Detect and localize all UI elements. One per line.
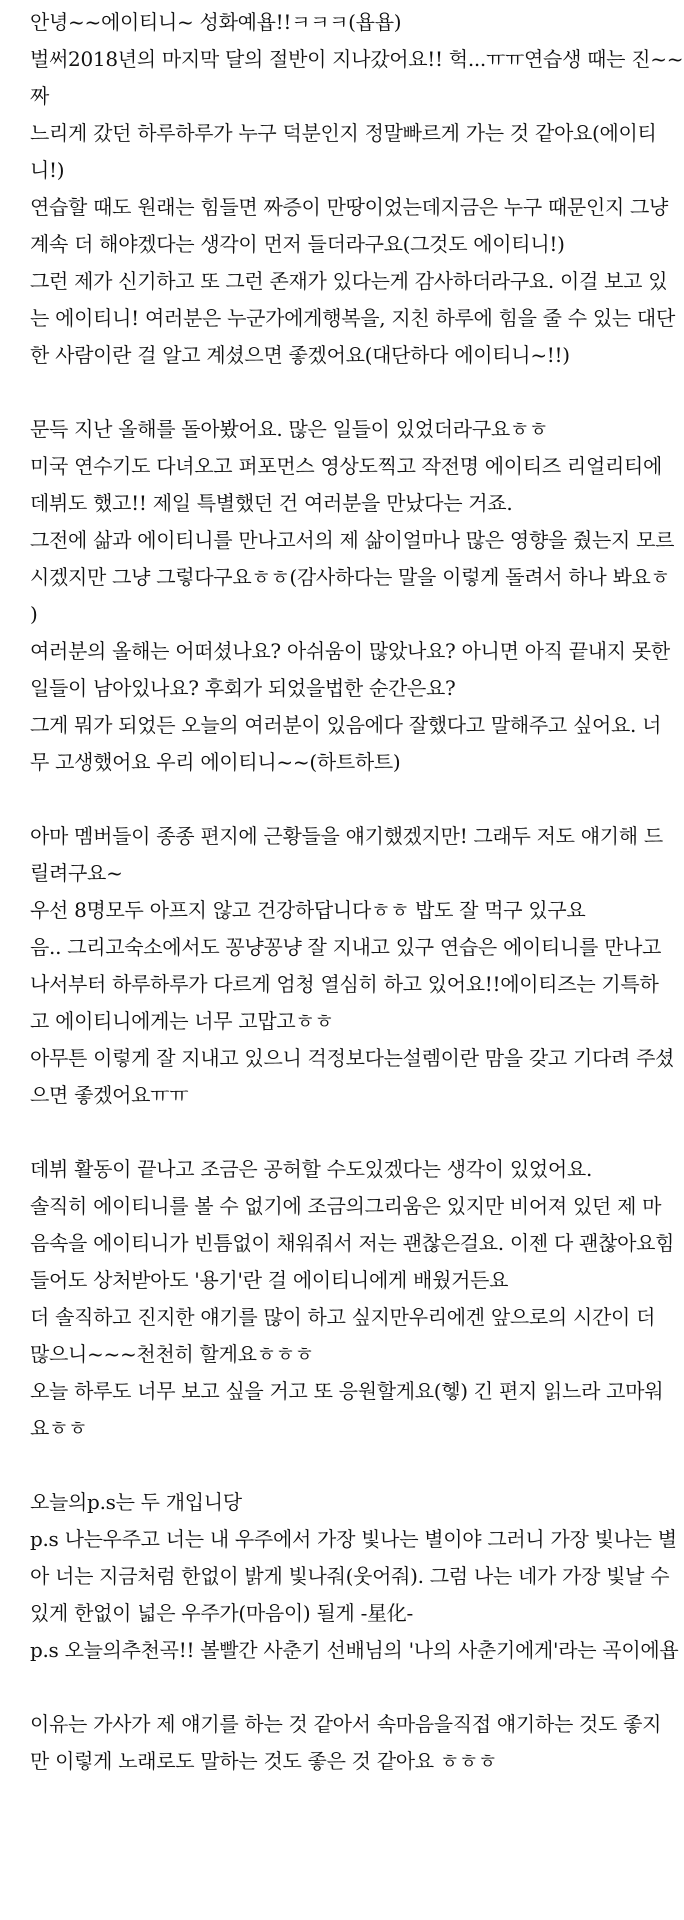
text-line: 짜 xyxy=(30,84,50,108)
text-line: 많으니~~~천천히 할게요ㅎㅎㅎ xyxy=(30,1342,314,1366)
text-line: 아 너는 지금처럼 한없이 밝게 빛나줘(웃어줘). 그럼 나는 네가 가장 빛날 수 xyxy=(30,1564,670,1588)
text-line: 있게 한없이 넓은 우주가(마음이) 될게 -星化- xyxy=(30,1601,413,1625)
text-line: p.s 오늘의추천곡!! 볼빨간 사춘기 선배님의 '나의 사춘기에게'라는 곡이에욥 xyxy=(30,1638,679,1662)
text-line: 들어도 상처받아도 '용기'란 걸 에이티니에게 배웠거든요 xyxy=(30,1268,509,1292)
text-line: 시겠지만 그냥 그렇다구요ㅎㅎ(감사하다는 말을 이렇게 돌려서 하나 봐요ㅎ xyxy=(30,565,670,589)
text-line: 데뷔 활동이 끝나고 조금은 공허할 수도있겠다는 생각이 있었어요. xyxy=(30,1157,592,1181)
paragraph-year-review xyxy=(30,411,675,781)
paragraph-greeting xyxy=(30,4,684,374)
text-line: 더 솔직하고 진지한 얘기를 많이 하고 싶지만우리에겐 앞으로의 시간이 더 xyxy=(30,1305,656,1329)
text-line: 요ㅎㅎ xyxy=(30,1416,88,1440)
text-line: 느리게 갔던 하루하루가 누구 덕분인지 정말빠르게 가는 것 같아요(에이티 xyxy=(30,121,657,145)
text-line: p.s 나는우주고 너는 내 우주에서 가장 빛나는 별이야 그러니 가장 빛나는 별 xyxy=(30,1527,677,1551)
text-line: 음속을 에이티니가 빈틈없이 채워줘서 저는 괜찮은걸요. 이젠 다 괜찮아요힘 xyxy=(30,1231,675,1255)
text-line: 안녕~~에이티니~ 성화예욥!!ㅋㅋㅋ(욥욥) xyxy=(30,10,402,34)
text-line: 니!) xyxy=(30,158,65,182)
text-line: 일들이 남아있나요? 후회가 되었을법한 순간은요? xyxy=(30,676,456,700)
text-line: 음.. 그리고숙소에서도 꽁냥꽁냥 잘 지내고 있구 연습은 에이티니를 만나고 xyxy=(30,935,662,959)
text-line: 한 사람이란 걸 알고 계셨으면 좋겠어요(대단하다 에이티니~!!) xyxy=(30,343,570,367)
text-line: 으면 좋겠어요ㅠㅠ xyxy=(30,1083,189,1107)
text-line: 릴려구요~ xyxy=(30,861,123,885)
paragraph-news xyxy=(30,818,675,1114)
paragraph-reason xyxy=(30,1706,660,1780)
text-line: 미국 연수기도 다녀오고 퍼포먼스 영상도찍고 작전명 에이티즈 리얼리티에 xyxy=(30,454,663,478)
paragraph-postscript xyxy=(30,1484,679,1669)
paragraph-after-debut xyxy=(30,1151,675,1447)
text-line: 이유는 가사가 제 얘기를 하는 것 같아서 속마음을직접 얘기하는 것도 좋지 xyxy=(30,1712,662,1736)
text-line: 그런 제가 신기하고 또 그런 존재가 있다는게 감사하더라구요. 이걸 보고 있 xyxy=(30,269,668,293)
text-line: 고 에이티니에게는 너무 고맙고ㅎㅎ xyxy=(30,1009,334,1033)
text-line: 아마 멤버들이 종종 편지에 근황들을 얘기했겠지만! 그래두 저도 얘기해 드 xyxy=(30,824,663,848)
text-line: 그전에 삶과 에이티니를 만나고서의 제 삶이얼마나 많은 영향을 줬는지 모르 xyxy=(30,528,675,552)
text-line: 솔직히 에이티니를 볼 수 없기에 조금의그리움은 있지만 비어져 있던 제 마 xyxy=(30,1194,662,1218)
text-line: 나서부터 하루하루가 다르게 엄청 열심히 하고 있어요!!에이티즈는 기특하 xyxy=(30,972,659,996)
text-line: 만 이렇게 노래로도 말하는 것도 좋은 것 같아요 ㅎㅎㅎ xyxy=(30,1749,497,1773)
text-line: 연습할 때도 원래는 힘들면 짜증이 만땅이었는데지금은 누구 때문인지 그냥 xyxy=(30,195,669,219)
text-line: 여러분의 올해는 어떠셨나요? 아쉬움이 많았나요? 아니면 아직 끝내지 못한 xyxy=(30,639,670,663)
text-line: 무 고생했어요 우리 에이티니~~(하트하트) xyxy=(30,750,401,774)
text-line: 아무튼 이렇게 잘 지내고 있으니 걱정보다는설렘이란 맘을 갖고 기다려 주셨 xyxy=(30,1046,675,1070)
text-line: 오늘 하루도 너무 보고 싶을 거고 또 응원할게요(헿) 긴 편지 읽느라 고마워 xyxy=(30,1379,664,1403)
text-line: 벌써2018년의 마지막 달의 절반이 지나갔어요!! 헉...ㅠㅠ연습생 때는 진~~ xyxy=(30,47,684,71)
text-line: 문득 지난 올해를 돌아봤어요. 많은 일들이 있었더라구요ㅎㅎ xyxy=(30,417,548,441)
text-line: ) xyxy=(30,602,38,626)
text-line: 데뷔도 했고!! 제일 특별했던 건 여러분을 만났다는 거죠. xyxy=(30,491,513,515)
text-line: 는 에이티니! 여러분은 누군가에게행복을, 지친 하루에 힘을 줄 수 있는 대단 xyxy=(30,306,675,330)
text-line: 계속 더 해야겠다는 생각이 먼저 들더라구요(그것도 에이티니!) xyxy=(30,232,565,256)
text-line: 그게 뭐가 되었든 오늘의 여러분이 있음에다 잘했다고 말해주고 싶어요. 너 xyxy=(30,713,662,737)
text-line: 오늘의p.s는 두 개입니당 xyxy=(30,1490,242,1514)
text-line: 우선 8명모두 아프지 않고 건강하답니다ㅎㅎ 밥도 잘 먹구 있구요 xyxy=(30,898,586,922)
